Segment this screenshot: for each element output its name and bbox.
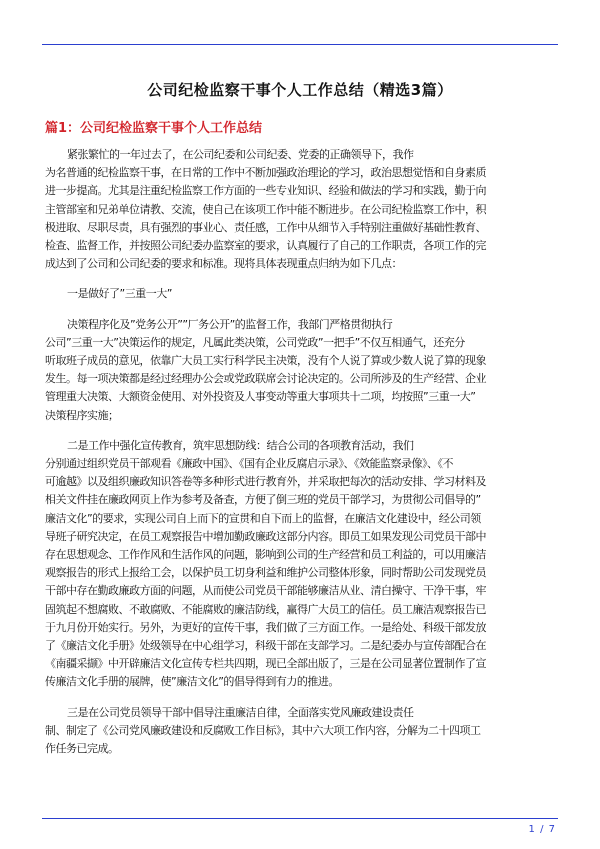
text-line: 三是在公司党员领导干部中倡导注重廉洁自律，全面落实党风廉政建设责任 [67,705,414,719]
text-line: 极进取、尽职尽责，具有强烈的事业心、责任感，工作中从细节入手特别注重做好基础性教育、 [45,220,486,234]
paragraph-intro [45,146,557,273]
text-line: 传廉洁文化手册的展牌，使”廉洁文化”的倡导得到有力的推进。 [45,675,339,689]
text-line: 《南疆采撷》中开辟廉洁文化宣传专栏共四期，现已全部出版了，三是在公司显著位置制作了宣 [45,657,486,671]
text-line: 进一步提高。尤其是注重纪检监察工作方面的一些专业知识、经验和做法的学习和实践，勤于向 [45,184,486,198]
text-line: 检查、监督工作，并按照公司纪委办监察室的要求，认真履行了自己的工作职责，各项工作的完 [45,239,486,253]
text-line: 作任务已完成。 [45,742,119,756]
text-line: 发生。每一项决策都是经过经理办公会或党政联席会讨论决定的。公司所涉及的生产经营、企业 [45,372,486,386]
text-line: 为名普通的纪检监察干事，在日常的工作中不断加强政治理论的学习，政治思想觉悟和自身素质 [45,166,486,180]
page-number: 1 / 7 [528,824,556,835]
text-line: 制、制定了《公司党风廉政建设和反腐败工作目标》，其中六大项工作内容，分解为二十四项工 [45,723,481,737]
paragraph-point-one-heading [45,285,557,303]
text-line: 固筑起不想腐败、不敢腐败、不能腐败的廉洁防线，赢得广大员工的信任。员工廉洁观察报告已 [45,602,486,616]
text-line: 成达到了公司和公司纪委的要求和标准。现将具体表现重点归纳为如下几点： [45,257,402,271]
text-line: 于九月份开始实行。另外，为更好的宣传干事，我们做了三方面工作。一是给处、科级干部发放 [45,620,486,634]
document-title: 公司纪检监察干事个人工作总结（精选3篇） [147,81,453,99]
text-line: 听取班子成员的意见，依靠广大员工实行科学民主决策，没有个人说了算或少数人说了算的现象 [45,354,486,368]
text-line: 决策程序实施； [45,408,119,422]
text-line: 观察报告的形式上报给工会，以保护员工切身利益和维护公司整体形象，同时帮助公司发现党员 [45,566,486,580]
paragraph-point-one [45,316,557,425]
text-line: 导班子研究决定，在员工观察报告中增加勤政廉政这部分内容。即员工如果发现公司党员干部中 [45,529,486,543]
footer-divider [42,818,558,819]
paragraph-point-two [45,437,557,692]
text-line: 可逾越》以及组织廉政知识答卷等多种形式进行教育外，并采取把每次的活动安排、学习材料及 [45,475,486,489]
text-line: 分别通过组织党员干部观看《廉政中国》、《国有企业反腐启示录》、《效能监察录像》、《不 [45,457,453,471]
text-line: 了《廉洁文化手册》处级领导在中心组学习，科级干部在支部学习。二是纪委办与宣传部配合在 [45,639,486,653]
text-line: 管理重大决策、大额资金使用、对外投资及人事变动等重大事项共十二项，均按照”三重一大” [45,390,476,404]
text-line: 二是工作中强化宣传教育，筑牢思想防线：结合公司的各项教育活动，我们 [67,438,414,452]
header-divider [42,44,558,45]
section-title: 篇1：公司纪检监察干事个人工作总结 [45,121,263,136]
text-line: 公司”三重一大”决策运作的规定，凡属此类决策，公司党政”一把手”不仅互相通气，还充分 [45,335,465,349]
document-body [45,146,557,770]
text-line: 紧张繁忙的一年过去了，在公司纪委和公司纪委、党委的正确领导下，我作 [67,148,414,161]
text-line: 廉洁文化”的要求，实现公司自上而下的宣贯和自下而上的监督，在廉洁文化建设中，经公司领 [45,511,481,525]
text-line: 一是做好了”三重一大” [67,287,172,301]
text-line: 决策程序化及”党务公开””厂务公开”的监督工作，我部门严格贯彻执行 [67,317,393,331]
text-line: 相关文件挂在廉政网页上作为参考及备查，方便了倒三班的党员干部学习，为贯彻公司倡导的” [45,493,481,507]
text-line: 存在思想观念、工作作风和生活作风的问题，影响到公司的生产经营和员工利益的，可以用廉洁 [45,548,486,562]
paragraph-point-three [45,704,557,759]
text-line: 干部中存在勤政廉政方面的问题，从而使公司党员干部能够廉洁从业、清白操守、干净干事，牢 [45,584,486,598]
text-line: 主管部室和兄弟单位请教、交流，使自己在该项工作中能不断进步。在公司纪检监察工作中，积 [45,202,486,216]
